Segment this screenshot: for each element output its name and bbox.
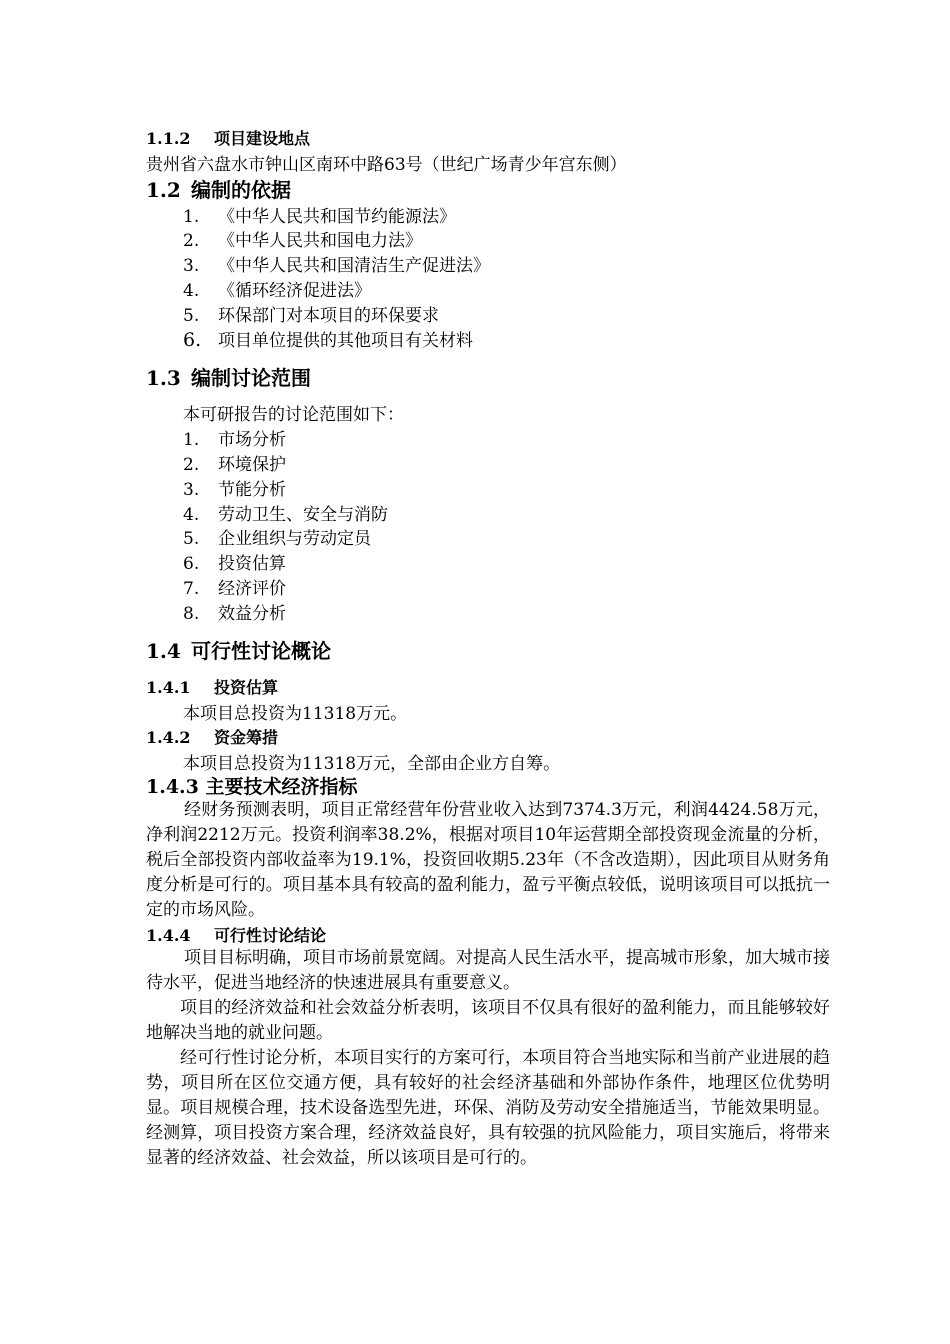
list-text: 环保部门对本项目的环保要求	[218, 306, 439, 326]
heading-title: 可行性讨论概论	[191, 639, 331, 663]
list-text: 经济评价	[218, 579, 286, 599]
list-text: 《中华人民共和国节约能源法》	[218, 207, 456, 227]
list-number: 2.	[183, 231, 200, 251]
heading-number: 1.4.2	[146, 728, 191, 747]
scope-intro: 本可研报告的讨论范围如下：	[183, 405, 404, 425]
list-number: 4.	[183, 281, 200, 301]
heading-title: 可行性讨论结论	[214, 926, 327, 945]
heading-number: 1.1.2	[146, 129, 191, 148]
conclusion-paragraph-3: 经可行性讨论分析，本项目实行的方案可行，本项目符合当地实际和当前产业进展的趋势，项目所在区位交通方便，具有较好的社会经济基础和外部协作条件，地理区位优势明显。项目规模合理，技术设备选型先进，环保、消防及劳动安全措施适当，节能效果明显。经测算，项目投资方案合理，经济效益良好，具有较强的抗风险能力，项目实施后，将带来显著的经济效益、社会效益，所以该项目是可行的。	[146, 1048, 830, 1168]
list-item	[183, 500, 388, 525]
conclusion-paragraph-1: 项目目标明确，项目市场前景宽阔。对提高人民生活水平，提高城市形象，加大城市接待水平，促进当地经济的快速进展具有重要意义。	[146, 948, 830, 993]
list-item	[183, 425, 286, 450]
heading-1-2	[146, 174, 291, 203]
heading-1-4-4	[146, 923, 326, 946]
list-text: 效益分析	[218, 604, 286, 624]
list-item	[183, 574, 286, 599]
heading-title: 编制的依据	[191, 178, 291, 202]
indicators-paragraph: 经财务预测表明，项目正常经营年份营业收入达到7374.3万元，利润4424.58万元，净利润2212万元。投资利润率38.2%，根据对项目10年运营期全部投资现金流量的分析，税后全部投资内部收益率为19.1%，投资回收期5.23年（不含改造期），因此项目从财务角度分析是可行的。项目基本具有较高的盈利能力，盈亏平衡点较低，说明该项目可以抵抗一定的市场风险。	[146, 800, 830, 920]
list-text: 《中华人民共和国清洁生产促进法》	[218, 256, 490, 276]
list-item	[183, 226, 422, 251]
list-item	[183, 599, 286, 624]
list-number: 1.	[183, 207, 200, 227]
heading-1-4-2	[146, 725, 278, 748]
list-text: 《中华人民共和国电力法》	[218, 231, 422, 251]
list-text: 项目单位提供的其他项目有关材料	[218, 331, 473, 351]
list-number: 7.	[183, 579, 200, 599]
list-item	[183, 251, 490, 276]
list-number: 6.	[183, 329, 202, 351]
list-text: 环境保护	[218, 455, 286, 475]
list-item	[183, 202, 456, 227]
list-number: 8.	[183, 604, 200, 624]
heading-number: 1.4	[146, 639, 181, 663]
list-number: 2.	[183, 455, 200, 475]
location-text: 贵州省六盘水市钟山区南环中路63号（世纪广场青少年宫东侧）	[146, 155, 627, 175]
funding-text: 本项目总投资为11318万元，全部由企业方自筹。	[183, 754, 561, 774]
heading-number: 1.4.4	[146, 926, 191, 945]
list-item	[183, 326, 473, 351]
list-item	[183, 549, 286, 574]
list-text: 劳动卫生、安全与消防	[218, 505, 388, 525]
list-number: 1.	[183, 430, 200, 450]
list-number: 6.	[183, 554, 200, 574]
list-item	[183, 524, 371, 549]
heading-number: 1.2	[146, 178, 181, 202]
heading-title: 编制讨论范围	[191, 366, 311, 390]
list-item	[183, 276, 371, 301]
heading-1-3	[146, 362, 311, 391]
heading-1-4-1	[146, 675, 278, 698]
heading-title: 投资估算	[214, 678, 279, 697]
investment-text: 本项目总投资为11318万元。	[183, 704, 408, 724]
heading-title: 资金筹措	[214, 728, 279, 747]
list-number: 3.	[183, 480, 200, 500]
list-number: 3.	[183, 256, 200, 276]
list-text: 企业组织与劳动定员	[218, 529, 371, 549]
heading-1-1-2	[146, 126, 310, 149]
conclusion-paragraph-2: 项目的经济效益和社会效益分析表明，该项目不仅具有很好的盈利能力，而且能够较好地解决当地的就业问题。	[146, 998, 830, 1043]
list-text: 市场分析	[218, 430, 286, 450]
list-text: 《循环经济促进法》	[218, 281, 371, 301]
list-item	[183, 475, 286, 500]
heading-1-4-3: 1.4.3 主要技术经济指标	[146, 776, 358, 798]
list-item	[183, 301, 439, 326]
list-item	[183, 450, 286, 475]
heading-1-4	[146, 635, 331, 664]
heading-number: 1.4.1	[146, 678, 191, 697]
heading-title: 项目建设地点	[214, 129, 311, 148]
heading-number: 1.3	[146, 366, 181, 390]
list-text: 节能分析	[218, 480, 286, 500]
list-number: 5.	[183, 529, 200, 549]
list-text: 投资估算	[218, 554, 286, 574]
list-number: 4.	[183, 505, 200, 525]
list-number: 5.	[183, 306, 200, 326]
